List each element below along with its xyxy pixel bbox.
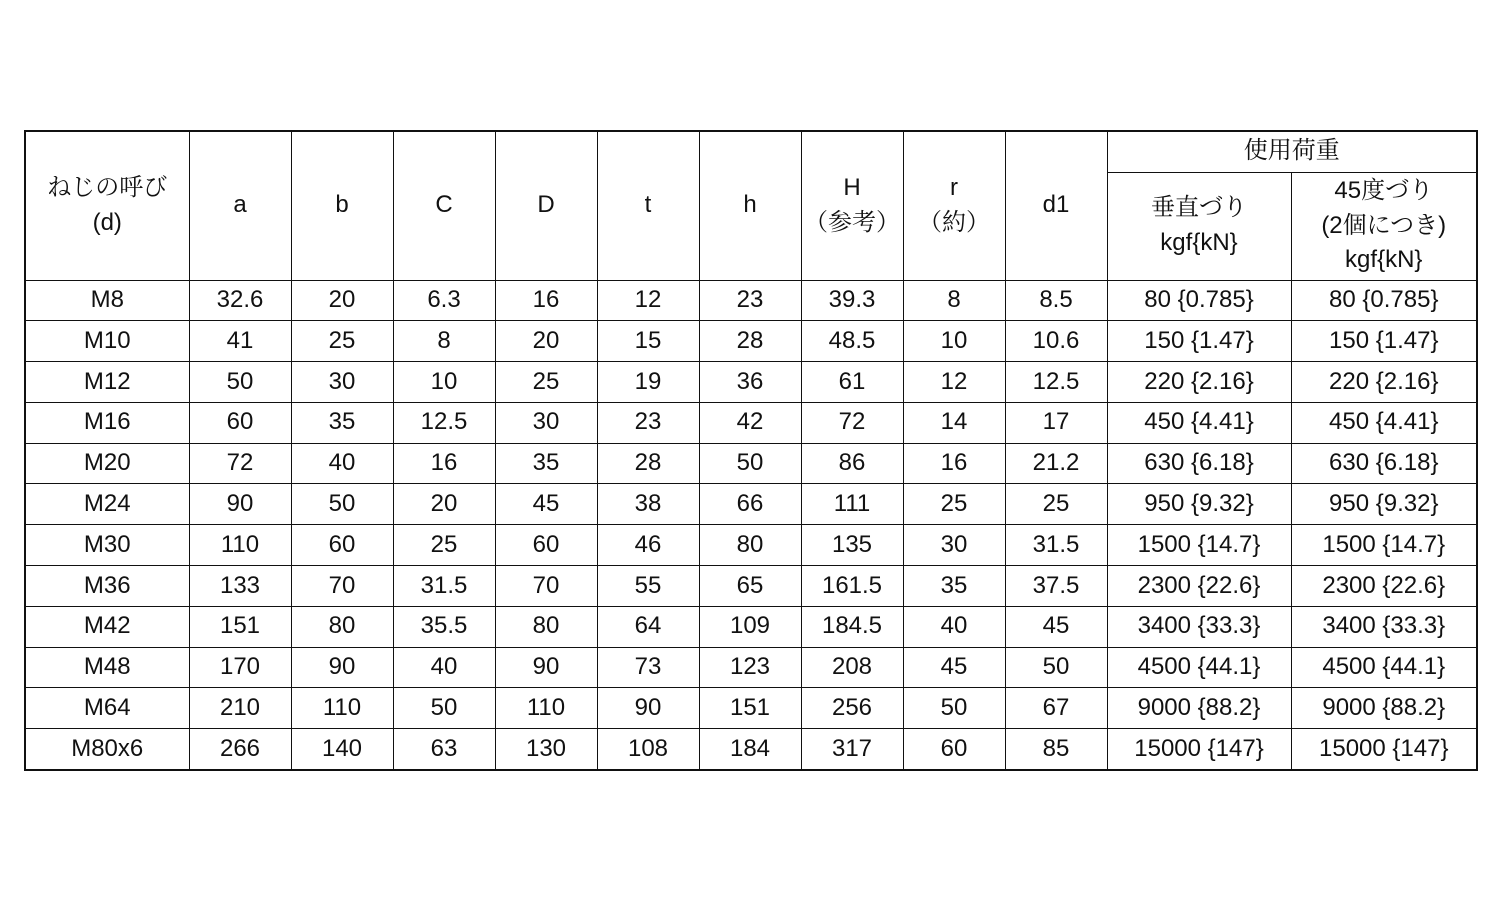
cell-c: 35.5 (393, 606, 495, 647)
cell-nominal-size: M20 (25, 443, 189, 484)
table-row (25, 280, 1477, 321)
cell-c: 8 (393, 321, 495, 362)
cell-c: 25 (393, 525, 495, 566)
cell-b: 30 (291, 362, 393, 403)
header-a: a (189, 131, 291, 280)
cell-load-vertical: 1500 {14.7} (1107, 525, 1291, 566)
cell-t: 12 (597, 280, 699, 321)
cell-d1: 31.5 (1005, 525, 1107, 566)
cell-d1: 8.5 (1005, 280, 1107, 321)
cell-d-upper: 30 (495, 402, 597, 443)
cell-nominal-size: M16 (25, 402, 189, 443)
cell-h-reference: 208 (801, 647, 903, 688)
cell-t: 46 (597, 525, 699, 566)
cell-h-reference: 111 (801, 484, 903, 525)
cell-b: 25 (291, 321, 393, 362)
cell-nominal-size: M42 (25, 606, 189, 647)
cell-load-45-degree: 150 {1.47} (1291, 321, 1477, 362)
cell-h-reference: 256 (801, 688, 903, 729)
cell-r-approx: 35 (903, 566, 1005, 607)
eyebolt-spec-table (24, 130, 1478, 771)
cell-load-vertical: 9000 {88.2} (1107, 688, 1291, 729)
cell-load-vertical: 450 {4.41} (1107, 402, 1291, 443)
cell-c: 12.5 (393, 402, 495, 443)
cell-c: 50 (393, 688, 495, 729)
cell-h-reference: 317 (801, 729, 903, 770)
cell-load-vertical: 950 {9.32} (1107, 484, 1291, 525)
header-d-upper: D (495, 131, 597, 280)
cell-c: 16 (393, 443, 495, 484)
cell-d1: 12.5 (1005, 362, 1107, 403)
cell-t: 90 (597, 688, 699, 729)
header-t: t (597, 131, 699, 280)
cell-h-reference: 161.5 (801, 566, 903, 607)
cell-h: 123 (699, 647, 801, 688)
cell-b: 50 (291, 484, 393, 525)
cell-d-upper: 20 (495, 321, 597, 362)
cell-load-45-degree: 4500 {44.1} (1291, 647, 1477, 688)
cell-nominal-size: M64 (25, 688, 189, 729)
cell-load-vertical: 3400 {33.3} (1107, 606, 1291, 647)
table-row (25, 321, 1477, 362)
cell-b: 140 (291, 729, 393, 770)
cell-b: 90 (291, 647, 393, 688)
cell-load-45-degree: 1500 {14.7} (1291, 525, 1477, 566)
cell-r-approx: 40 (903, 606, 1005, 647)
cell-h-reference: 184.5 (801, 606, 903, 647)
cell-load-45-degree: 2300 {22.6} (1291, 566, 1477, 607)
cell-h: 42 (699, 402, 801, 443)
cell-b: 35 (291, 402, 393, 443)
cell-r-approx: 10 (903, 321, 1005, 362)
cell-h: 109 (699, 606, 801, 647)
header-nominal-size: ねじの呼び (d) (25, 131, 189, 280)
cell-load-45-degree: 220 {2.16} (1291, 362, 1477, 403)
cell-d1: 10.6 (1005, 321, 1107, 362)
cell-h: 184 (699, 729, 801, 770)
cell-a: 266 (189, 729, 291, 770)
cell-t: 73 (597, 647, 699, 688)
cell-d-upper: 80 (495, 606, 597, 647)
cell-t: 108 (597, 729, 699, 770)
cell-r-approx: 50 (903, 688, 1005, 729)
cell-a: 170 (189, 647, 291, 688)
cell-a: 90 (189, 484, 291, 525)
table-row (25, 362, 1477, 403)
cell-c: 6.3 (393, 280, 495, 321)
cell-r-approx: 12 (903, 362, 1005, 403)
cell-load-vertical: 80 {0.785} (1107, 280, 1291, 321)
cell-r-approx: 30 (903, 525, 1005, 566)
cell-load-vertical: 15000 {147} (1107, 729, 1291, 770)
cell-d1: 25 (1005, 484, 1107, 525)
cell-h: 50 (699, 443, 801, 484)
cell-b: 60 (291, 525, 393, 566)
cell-d1: 67 (1005, 688, 1107, 729)
cell-a: 133 (189, 566, 291, 607)
cell-a: 41 (189, 321, 291, 362)
table-row (25, 606, 1477, 647)
cell-h: 66 (699, 484, 801, 525)
cell-d-upper: 70 (495, 566, 597, 607)
header-load-45-degree: 45度づり (2個につき) kgf{kN} (1291, 172, 1477, 280)
cell-h: 151 (699, 688, 801, 729)
cell-r-approx: 16 (903, 443, 1005, 484)
table-row (25, 566, 1477, 607)
cell-b: 80 (291, 606, 393, 647)
cell-b: 40 (291, 443, 393, 484)
cell-b: 110 (291, 688, 393, 729)
cell-a: 151 (189, 606, 291, 647)
header-b: b (291, 131, 393, 280)
cell-r-approx: 60 (903, 729, 1005, 770)
cell-nominal-size: M10 (25, 321, 189, 362)
cell-c: 40 (393, 647, 495, 688)
table-row (25, 525, 1477, 566)
table-row (25, 484, 1477, 525)
cell-t: 19 (597, 362, 699, 403)
cell-load-45-degree: 9000 {88.2} (1291, 688, 1477, 729)
cell-load-vertical: 2300 {22.6} (1107, 566, 1291, 607)
cell-load-45-degree: 15000 {147} (1291, 729, 1477, 770)
cell-nominal-size: M80x6 (25, 729, 189, 770)
cell-c: 63 (393, 729, 495, 770)
table-header (25, 131, 1477, 280)
cell-h-reference: 72 (801, 402, 903, 443)
cell-a: 32.6 (189, 280, 291, 321)
table-row (25, 688, 1477, 729)
header-h-reference: H （参考） (801, 131, 903, 280)
cell-h-reference: 61 (801, 362, 903, 403)
cell-h: 80 (699, 525, 801, 566)
cell-t: 55 (597, 566, 699, 607)
cell-h-reference: 135 (801, 525, 903, 566)
cell-d1: 21.2 (1005, 443, 1107, 484)
cell-r-approx: 8 (903, 280, 1005, 321)
cell-load-vertical: 630 {6.18} (1107, 443, 1291, 484)
cell-load-45-degree: 450 {4.41} (1291, 402, 1477, 443)
cell-load-vertical: 4500 {44.1} (1107, 647, 1291, 688)
header-r-approx: r （約） (903, 131, 1005, 280)
cell-d1: 50 (1005, 647, 1107, 688)
cell-b: 20 (291, 280, 393, 321)
cell-nominal-size: M12 (25, 362, 189, 403)
cell-nominal-size: M36 (25, 566, 189, 607)
table-row (25, 647, 1477, 688)
cell-d-upper: 130 (495, 729, 597, 770)
cell-d1: 45 (1005, 606, 1107, 647)
table-body (25, 280, 1477, 770)
table-row (25, 729, 1477, 770)
cell-a: 210 (189, 688, 291, 729)
cell-t: 23 (597, 402, 699, 443)
cell-d1: 37.5 (1005, 566, 1107, 607)
cell-d1: 85 (1005, 729, 1107, 770)
cell-d-upper: 60 (495, 525, 597, 566)
cell-h-reference: 48.5 (801, 321, 903, 362)
header-d1: d1 (1005, 131, 1107, 280)
cell-r-approx: 25 (903, 484, 1005, 525)
cell-h: 23 (699, 280, 801, 321)
header-working-load: 使用荷重 (1107, 131, 1477, 172)
header-load-vertical: 垂直づり kgf{kN} (1107, 172, 1291, 280)
cell-d-upper: 25 (495, 362, 597, 403)
cell-d-upper: 16 (495, 280, 597, 321)
header-c: C (393, 131, 495, 280)
cell-load-45-degree: 950 {9.32} (1291, 484, 1477, 525)
cell-t: 64 (597, 606, 699, 647)
cell-h-reference: 86 (801, 443, 903, 484)
cell-h: 28 (699, 321, 801, 362)
cell-a: 110 (189, 525, 291, 566)
cell-a: 50 (189, 362, 291, 403)
cell-load-45-degree: 3400 {33.3} (1291, 606, 1477, 647)
cell-r-approx: 14 (903, 402, 1005, 443)
cell-a: 60 (189, 402, 291, 443)
cell-load-vertical: 150 {1.47} (1107, 321, 1291, 362)
cell-nominal-size: M30 (25, 525, 189, 566)
cell-t: 38 (597, 484, 699, 525)
cell-t: 28 (597, 443, 699, 484)
cell-b: 70 (291, 566, 393, 607)
cell-d-upper: 90 (495, 647, 597, 688)
cell-d1: 17 (1005, 402, 1107, 443)
table-row (25, 402, 1477, 443)
cell-d-upper: 110 (495, 688, 597, 729)
cell-c: 10 (393, 362, 495, 403)
cell-h: 65 (699, 566, 801, 607)
cell-nominal-size: M24 (25, 484, 189, 525)
cell-load-45-degree: 80 {0.785} (1291, 280, 1477, 321)
cell-a: 72 (189, 443, 291, 484)
cell-load-45-degree: 630 {6.18} (1291, 443, 1477, 484)
cell-nominal-size: M8 (25, 280, 189, 321)
cell-d-upper: 35 (495, 443, 597, 484)
cell-d-upper: 45 (495, 484, 597, 525)
cell-t: 15 (597, 321, 699, 362)
cell-nominal-size: M48 (25, 647, 189, 688)
header-h: h (699, 131, 801, 280)
cell-load-vertical: 220 {2.16} (1107, 362, 1291, 403)
cell-h: 36 (699, 362, 801, 403)
cell-h-reference: 39.3 (801, 280, 903, 321)
cell-r-approx: 45 (903, 647, 1005, 688)
table-row (25, 443, 1477, 484)
cell-c: 20 (393, 484, 495, 525)
cell-c: 31.5 (393, 566, 495, 607)
